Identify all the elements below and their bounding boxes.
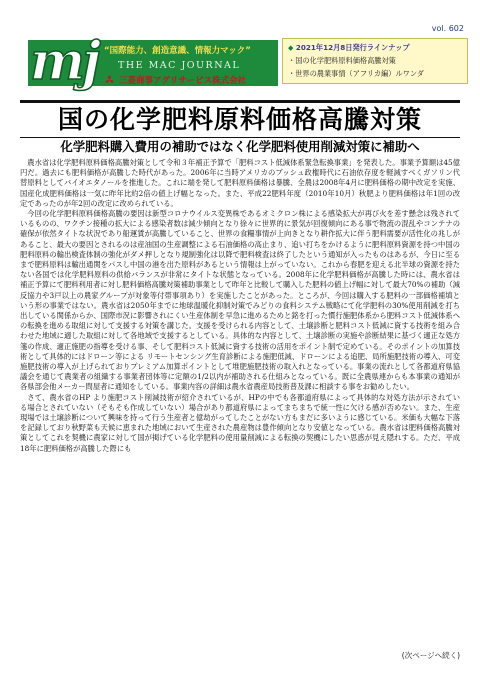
article-title: 国の化学肥料原料価格高騰対策 [20, 100, 460, 138]
lineup-item: ・世界の農業事情（アフリカ編）ルワンダ [288, 69, 424, 78]
mitsubishi-icon [104, 75, 115, 85]
lineup-box [282, 38, 468, 84]
lineup-date [288, 42, 410, 54]
mj-logo: mj [30, 31, 98, 92]
article-paragraph: 今回の化学肥料原料価格高騰の要因は新型コロナウイルス変異株であるオミクロン株による感染拡大が再び火を差す懸念は残されているものの、ワクチン接種の拡大による感染者数は減少傾向となり徐々に世界的に景気が回復傾向にある事で物流の混乱やコンテナの確保が依然タイトな状況であり船運賃が高騰していること、世界の食糧事情が上向きとなり耕作拡大に伴う肥料需要が活性化の兆しがあること、最大の要因とされるのは産油国の生産調整による石油価格の高止まり、追い打ちをかけるように肥料原料資源を持つ中国の肥料原料の輸出検査体制の強化がダメ押しとなり規制強化は以降で肥料検査は終了したという通知が入ったものはあるが、今日に至るまで肥料原料は輸出通関をパスし中国の港を出た原料があるという情報は上がっていない。これから春肥を迎える北半球の資源を持たない各国では化学肥料原料の供給バランスが非常にタイトな状態となっている。2008年に化学肥料価格が高騰した時には、農水省は補正予算にて肥料利用者に対し肥料価格高騰対策補助事業として昨年と比較して購入した肥料の値上げ幅に対して最大70%の補助（減反協力や3戸以上の農家グループが対象等付帯事項あり）を実施したことがあった。ところが、今回は購入する肥料の一部価格補填という形の事業ではない。農水省は2050年までに地球温暖化抑制対策でみどりの食料システム戦略にて化学肥料の30%使用削減を打ち出している関係からか、国際市況に影響されにくい生産体制を早急に進めるためと銘を打った慣行施肥体系から肥料コスト低減体系への転換を進める取組に対して支援する対策を講じた。支援を受けられる内容として、土壌診断と肥料コスト低減に資する技術を組み合わせた地域に適した取組に対して各地域で支援するとしている。具体的な内容として、土壌診断の実施や診断結果に基づく適正な処方箋の作成、適正施肥の指導を受ける事、そして肥料コスト低減に資する技術の活用をポイント制で定めている。そのポイントの加算技術として具体的にはドローン等による リモートセンシング生育診断による施肥低減、ドローンによる追肥、局所施肥技術の導入、可変施肥技術の導入が上げられておりプレミアム加算ポイントとして堆肥施肥技術の取入れとなっている。事業の流れとして各都道府県協議会を通じて農業者の組織する事業者団体等に定額の1/2以内が補助される仕組みとなっている。既に全農県連からも本事業の通知が各県部会他メーカー問屋者に通知をしている。事業内容の詳細は農水省農産局技術普及課に相談する事をお勧めしたい。 [20, 209, 460, 392]
journal-name: THE MAC JOURNAL [118, 60, 241, 71]
article-paragraph: さて、農水省のHP より施肥コスト削減技術が紹介されているが、HPの中でも各都道府県によって具体的な対処方法が示されている場合とされていない（そもそも作成していない）場合があり都道府県によってまちまちで統一性に欠ける感が否めない。また、生産現場では土壌診断について興味を持って行う生産者と億劫がってしたことがない方もまだに多いように感じている。米価も大幅な下落を記録しており秋野菜も天候に恵まれた地域において生産された農産物は豊作傾向となり安値となっている。農水省は肥料価格高騰対策としてこれを契機に農家に対して国が掲げている化学肥料の使用量削減による転換の契機にしたい思惑が見え隠れする。ただ、平成18年に肥料価格が高騰した際にも [20, 392, 460, 453]
continued-note: (次ページへ続く) [401, 651, 460, 660]
company-name: 三菱商事アグリサービス株式会社 [119, 76, 247, 86]
article-paragraph: 農水省は化学肥料原料価格高騰対策として令和３年補正予算で「肥料コスト低減体系緊急転換事業」を発表した。事業予算額は45億円だ。過去にも肥料価格が高騰した時代があった。2006年に当時アメリカのブッシュ政権時代に石油依存度を軽減すべくガソリン代替原料としてバイオエタノールを推進した。これに端を発して肥料原料価格は暴騰、全農は2008年4月に肥料価格の期中改定を実施、国産化成肥料価格は一気に昨年比約2倍の値上げ幅となった。また、平成22肥料年度（2010年10月）秋肥より肥料価格は年1回の改定であったのが年2回の改定に改められている。 [20, 158, 460, 208]
article-subtitle: 化学肥料購入費用の補助ではなく化学肥料使用削減対策に補助へ [60, 139, 420, 154]
masthead-slogan: “国際能力、創造意識、情報力マック” [104, 46, 251, 56]
diamond-icon: ◆ [288, 44, 294, 52]
article-body [20, 158, 460, 648]
lineup-item: ・国の化学肥料原料価格高騰対策 [288, 56, 396, 65]
lineup-date-text: 2021年12月8日発行ラインナップ [295, 43, 410, 52]
volume-number: vol. 602 [431, 24, 464, 33]
company-row [104, 74, 278, 86]
